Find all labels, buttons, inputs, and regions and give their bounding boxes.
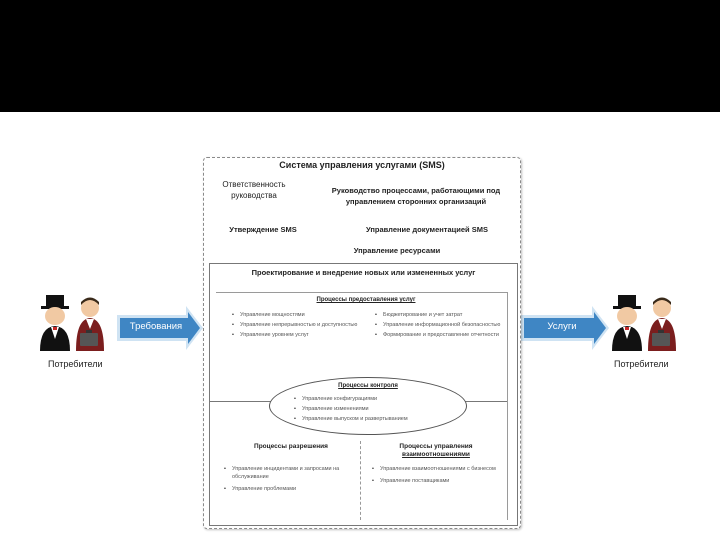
list-item: • Формирование и предоставление отчетности [383,331,508,339]
list-item: • Управление уровнем услуг [240,331,370,339]
requirements-label: Требования [129,321,183,332]
design-transition-box [209,263,518,526]
consumer-briefcase-icon [648,298,676,352]
resolution-processes-list [222,465,362,495]
consumer-top-hat-icon [40,295,70,351]
list-item: • Управление взаимоотношениями с бизнесом [380,465,510,473]
consumers-left-icon [36,295,110,351]
relationship-title-line1: Процессы управления [399,443,473,450]
sms-title: Система управления услугами (SMS) [279,160,445,170]
processes-box [216,292,508,520]
control-processes-title: Процессы контроля [338,383,398,389]
list-item: • Управление изменениями [302,405,462,413]
list-item: • Управление информационной безопасностью [383,321,508,329]
consumers-left-caption: Потребители [48,359,103,369]
third-party-governance: Руководство процессами, работающими под управлением сторонних организаций [331,186,501,206]
relationship-processes-list [370,465,510,487]
list-item: • Управление проблемами [232,485,362,493]
list-item: • Бюджетирование и учет затрат [383,311,508,319]
list-item: • Управление поставщиками [380,477,510,485]
consumer-briefcase-icon [76,298,104,352]
consumer-top-hat-icon [612,295,642,351]
service-delivery-title: Процессы предоставления услуг [316,297,416,303]
list-item: • Управление выпуском и развертыванием [302,415,462,423]
list-item: • Управление непрерывностью и доступностью [240,321,370,329]
services-label: Услуги [547,321,577,332]
sms-frame [203,157,521,529]
sms-approval: Утверждение SMS [229,225,297,234]
sms-documentation: Управление документацией SMS [365,225,488,234]
list-item: • Управление инцидентами и запросами на обслуживание [232,465,362,481]
relationship-processes-title [376,443,496,459]
design-transition-title: Проектирование и внедрение новых или измененных услуг [251,268,476,277]
list-item: • Управление мощностями [240,311,370,319]
relationship-title-line2: взаимоотношениями [402,451,470,458]
service-delivery-right-list [373,311,508,341]
list-item: • Управление конфигурациями [302,395,462,403]
control-processes-list [292,395,462,425]
consumers-right-icon [608,295,682,351]
service-delivery-left-list [230,311,370,341]
resource-management: Управление ресурсами [353,246,441,255]
top-black-band [0,0,720,112]
control-processes-ellipse [269,377,467,435]
resolution-processes-title: Процессы разрешения [254,443,328,450]
management-responsibility: Ответственность руководства [222,180,286,200]
consumers-right-caption: Потребители [614,359,669,369]
